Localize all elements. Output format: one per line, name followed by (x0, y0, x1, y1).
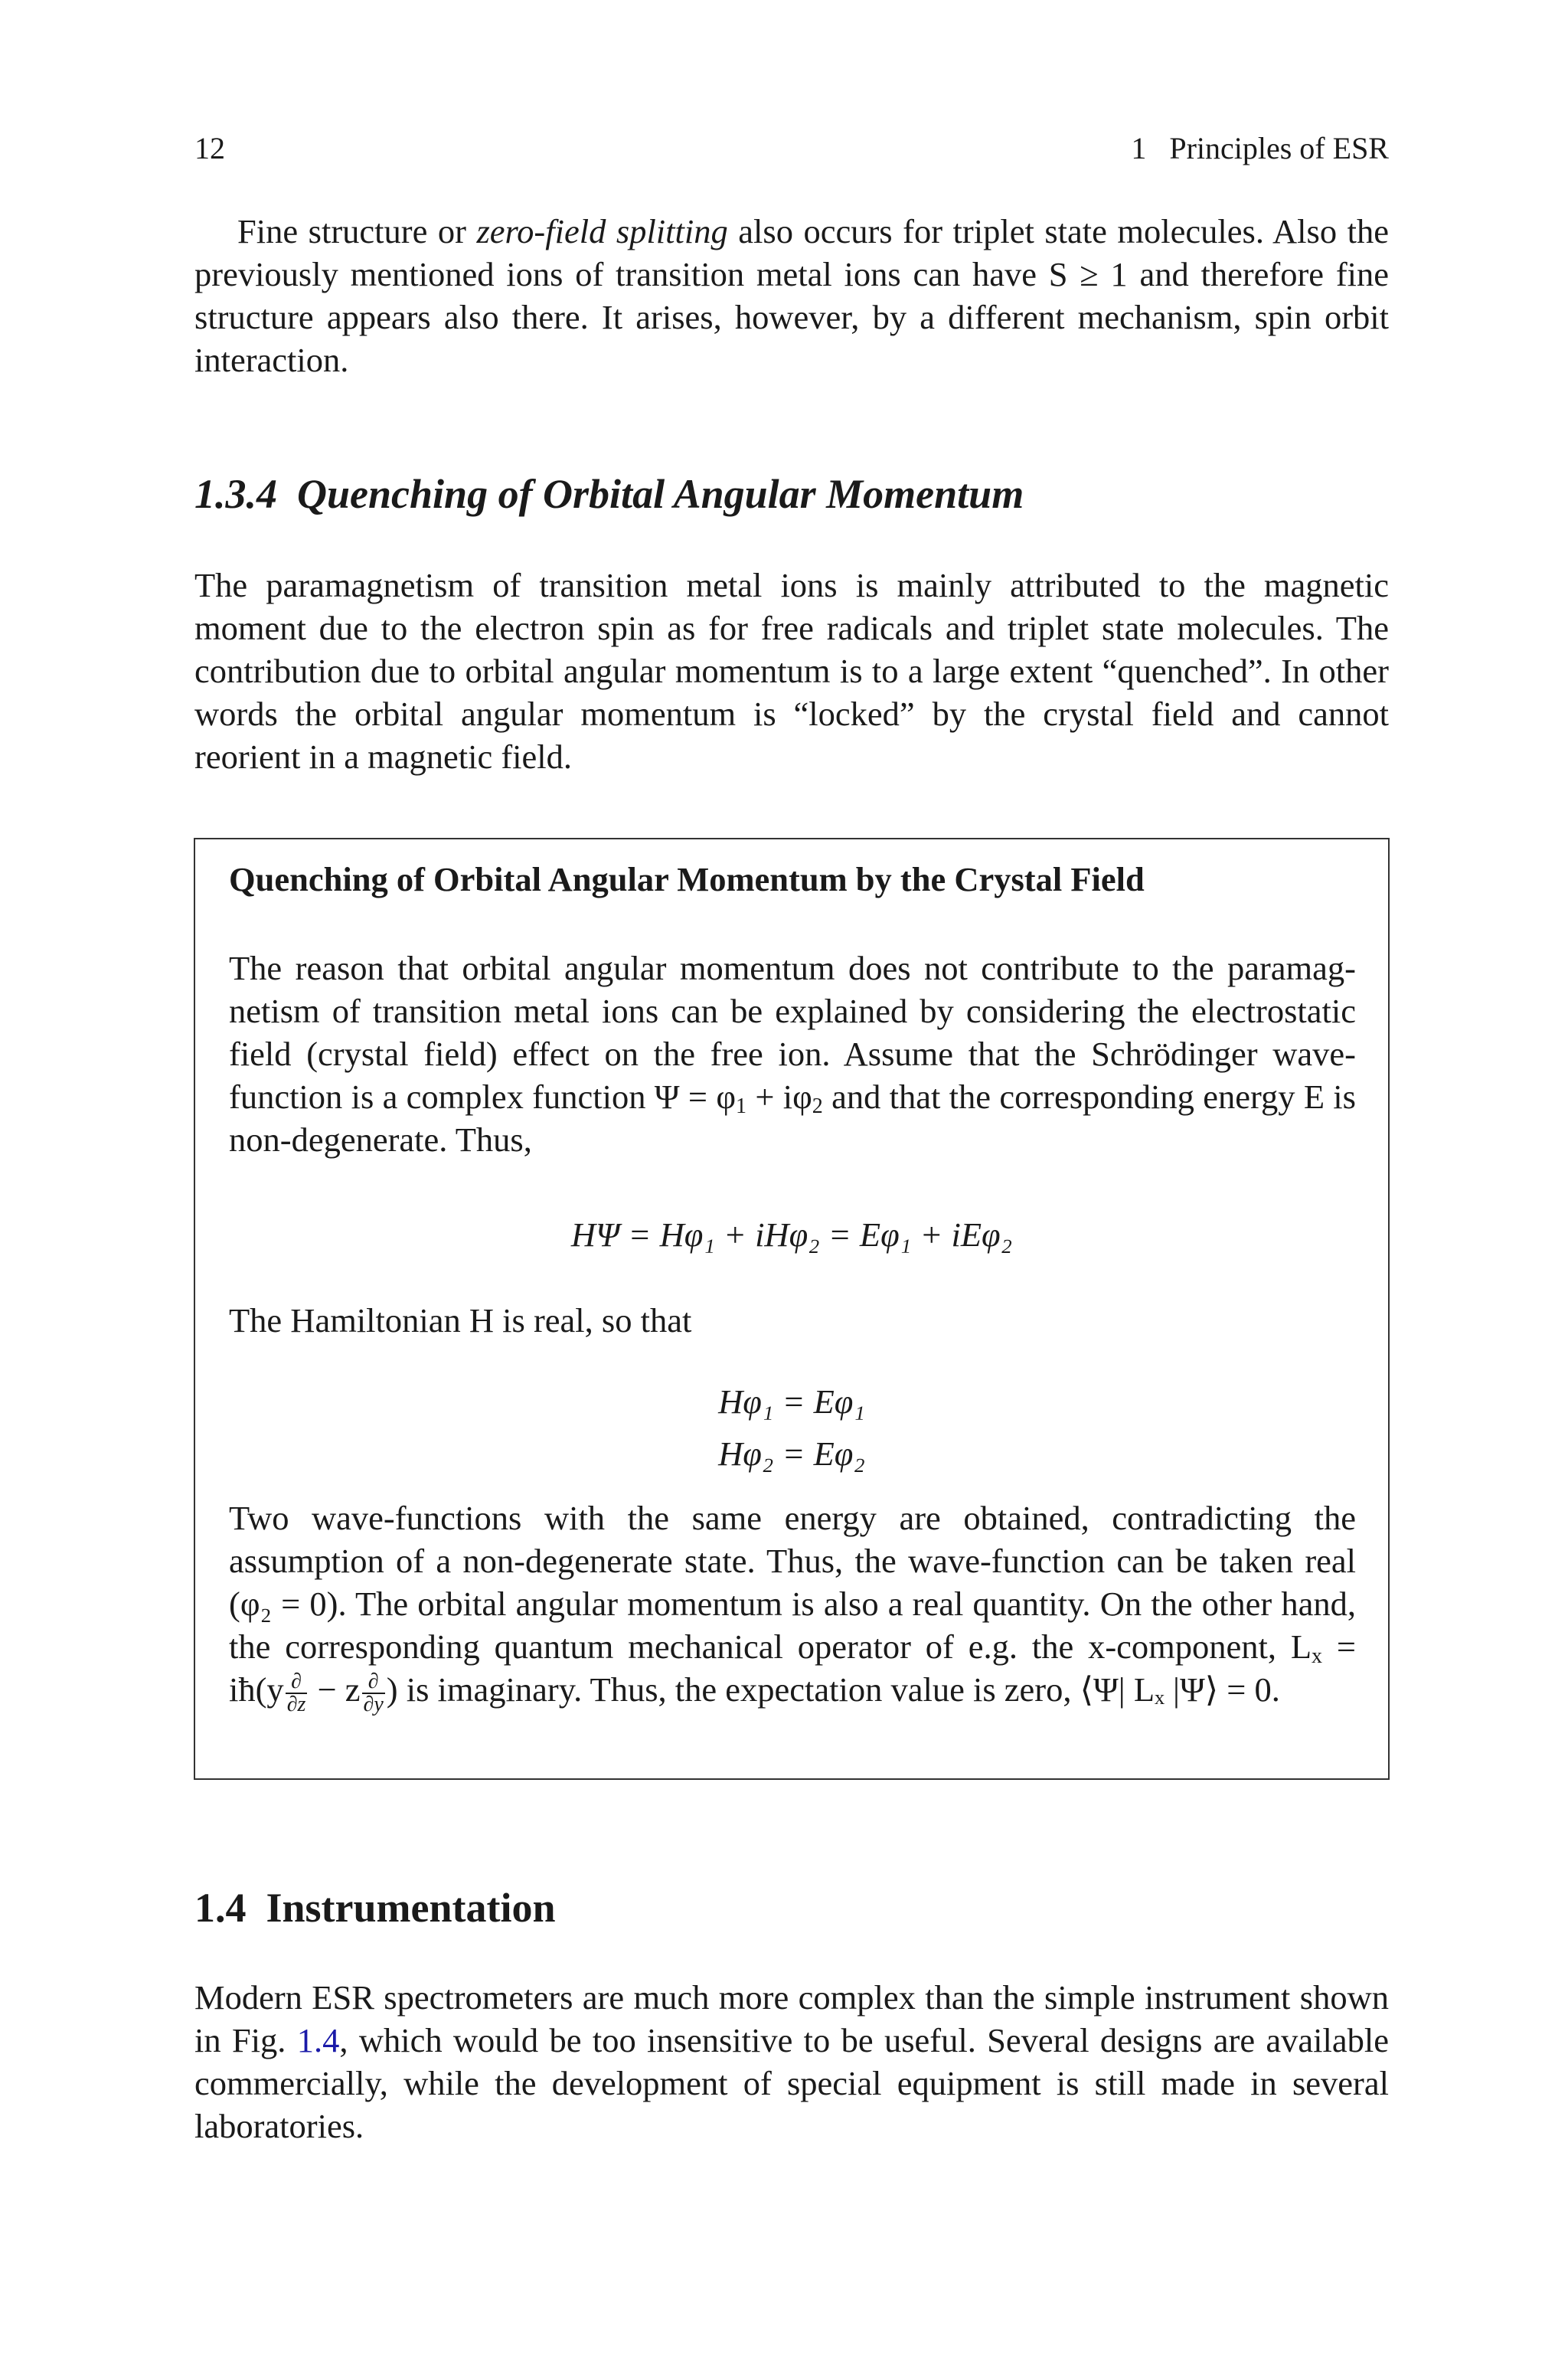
quenching-paragraph: The paramagnetism of transition metal ions is mainly attributed to the magnetic moment due to the electron spin as for free radicals and triplet state molecules. The contribution due to orbital angular momentum is to a large extent “quenched”. In other words the orbital angular momentum is “locked” by the crystal field and cannot reorient in a magnetic field. (194, 566, 1389, 776)
zero-field-splitting-term: zero-field splitting (476, 212, 728, 250)
hamiltonian-text: The Hamiltonian H is real, so that (229, 1301, 692, 1339)
running-head (194, 127, 1389, 170)
section-title: Quenching of Orbital Angular Momentum (297, 471, 1024, 517)
equation-a: Hφ₁ = Eφ₁ (718, 1382, 865, 1421)
box-intro-paragraph: The reason that orbital angular momentum does not contribute to the paramag- netism of transition metal ions can be explained by considering the electrostatic field (crystal field) effect on the free ion. Assume that the Schrödinger wave- function is a complex function $\Psi = \varphi_1 + i\varphi_2$ and that the corresponding energy E is non-degenerate. Thus, (229, 949, 1356, 1159)
section-heading-1-4 (194, 1881, 1389, 1935)
figure-link[interactable]: 1.4 (296, 2021, 340, 2059)
equation-main: HΨ = Hφ₁ + iHφ₂ = Eφ₁ + iEφ₂ (570, 1215, 1013, 1254)
section-heading-1-3-4 (194, 467, 1389, 521)
section-number: 1.3.4 (194, 471, 277, 517)
chapter-title: 1 Principles of ESR (1131, 131, 1389, 165)
box-conclusion-paragraph: Two wave-functions with the same energy are obtained, contradicting the assumption of a non-degenerate state. Thus, the wave-function can be taken real (φ₂ = 0). The orbital angular momentum is also a real quantity. On the other hand, the corresponding quantum mechanical operator of e.g. the x-component, $L_x$ = iħ(y $\frac{\partial}{\partial z}$ − z $\frac{\partial}{\partial y}$ ) is imaginary. Thus, the expectation value is zero, ⟨Ψ| Lₓ |Ψ⟩ = 0. (229, 1499, 1357, 1716)
crystal-field-box (194, 838, 1390, 1780)
partial-z-fraction: $\frac{\partial}{\partial z}$ (286, 1669, 306, 1716)
instrumentation-paragraph: Modern ESR spectrometers are much more complex than the simple instrument shown in Fig. 1.4, which would be too insensitive to be useful. Several designs are available commercially, while the development of special equipment is still made in several laboratories. (194, 1978, 1389, 2145)
section-title: Instrumentation (266, 1885, 556, 1931)
box-title: Quenching of Orbital Angular Momentum by the Crystal Field (229, 860, 1145, 898)
equation-b: Hφ₂ = Eφ₂ (718, 1434, 865, 1473)
partial-y-fraction: $\frac{\partial}{\partial y}$ (363, 1669, 384, 1716)
section-number: 1.4 (194, 1885, 247, 1931)
fine-structure-paragraph: Fine structure or zero-field splitting also occurs for triplet state molecules. Also the previously mentioned ions of transition metal ions can have S ≥ 1 and therefore fine structure appears also there. It arises, however, by a different mechanism, spin orbit interaction. (194, 212, 1390, 379)
page-number: 12 (194, 131, 225, 165)
